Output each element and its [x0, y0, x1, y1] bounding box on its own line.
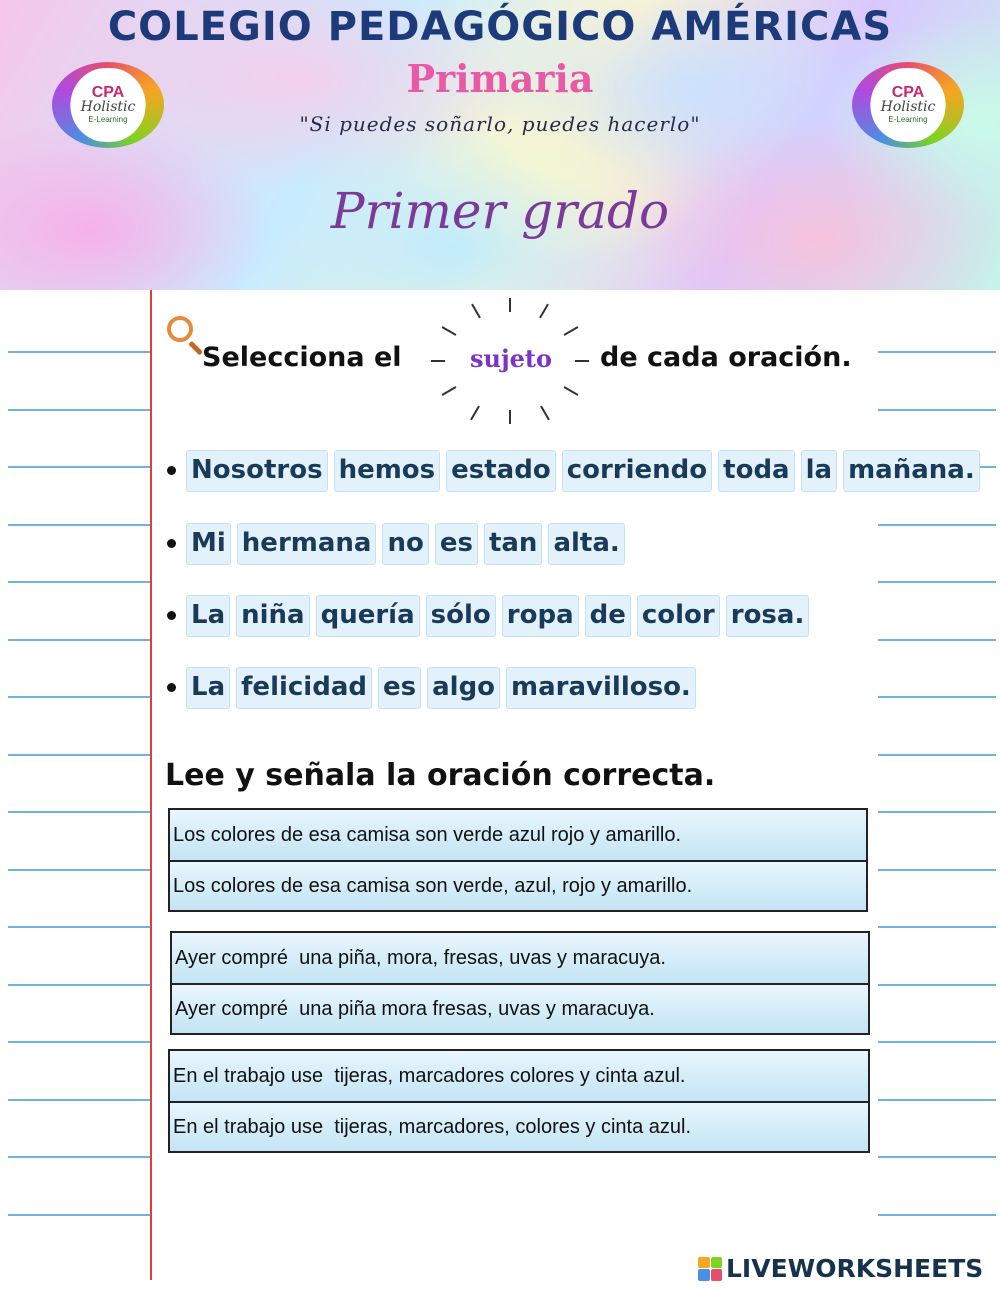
- logo-text-holistic: Holistic: [80, 99, 136, 115]
- word-token[interactable]: la: [801, 450, 837, 492]
- ruled-line: [8, 869, 150, 871]
- ruled-line: [8, 1041, 150, 1043]
- sparkle-ray: [509, 298, 511, 312]
- logo-text-cpa: CPA: [891, 84, 925, 101]
- sentence-2: [186, 523, 625, 565]
- word-token[interactable]: corriendo: [562, 450, 712, 492]
- logo-text-elearning: E-Learning: [888, 115, 928, 124]
- ruled-line: [878, 926, 996, 928]
- liveworksheets-brand: LIVEWORKSHEETS: [726, 1254, 984, 1283]
- word-token[interactable]: estado: [446, 450, 556, 492]
- option-group-2: [170, 931, 870, 1035]
- ruled-line: [878, 639, 996, 641]
- logo-text-cpa: CPA: [91, 84, 125, 101]
- ruled-line: [8, 466, 150, 468]
- word-token[interactable]: Nosotros: [186, 450, 328, 492]
- sparkle-ray: [509, 410, 511, 424]
- word-token[interactable]: mañana.: [843, 450, 980, 492]
- ruled-line: [878, 696, 996, 698]
- word-token[interactable]: rosa.: [726, 595, 810, 637]
- ruled-line: [8, 409, 150, 411]
- ruled-line: [878, 869, 996, 871]
- ruled-line: [8, 926, 150, 928]
- option-2a[interactable]: Ayer compré una piña, mora, fresas, uvas y maracuya.: [172, 933, 868, 983]
- word-token[interactable]: algo: [427, 667, 500, 709]
- school-logo-left: [52, 62, 164, 148]
- word-token[interactable]: felicidad: [236, 667, 372, 709]
- ruled-line: [878, 984, 996, 986]
- ruled-line: [878, 1041, 996, 1043]
- liveworksheets-logo: [698, 1254, 983, 1283]
- option-1b[interactable]: Los colores de esa camisa son verde, azul, rojo y amarillo.: [170, 860, 866, 910]
- word-token[interactable]: niña: [236, 595, 309, 637]
- ruled-line: [878, 351, 996, 353]
- word-token[interactable]: tan: [484, 523, 542, 565]
- liveworksheets-icon: [698, 1257, 722, 1281]
- word-token[interactable]: es: [378, 667, 421, 709]
- sentence-3: [186, 595, 809, 637]
- word-token[interactable]: hemos: [334, 450, 441, 492]
- ruled-line: [878, 1099, 996, 1101]
- ruled-line: [8, 754, 150, 756]
- word-token[interactable]: quería: [316, 595, 420, 637]
- word-token[interactable]: de: [585, 595, 631, 637]
- sentence-4: [186, 667, 696, 709]
- bullet-icon: [167, 683, 176, 692]
- option-group-3: [168, 1049, 870, 1153]
- word-token[interactable]: maravilloso.: [506, 667, 696, 709]
- sparkle-ray: [575, 360, 589, 362]
- sentence-1: [186, 450, 980, 492]
- ruled-line: [878, 754, 996, 756]
- logo-text-elearning: E-Learning: [88, 115, 128, 124]
- word-token[interactable]: Mi: [186, 523, 231, 565]
- section2-heading: Lee y señala la oración correcta.: [165, 758, 716, 793]
- ruled-line: [878, 524, 996, 526]
- magnifier-icon: [167, 316, 193, 342]
- logo-text-holistic: Holistic: [880, 99, 936, 115]
- school-level: Primaria: [406, 56, 594, 101]
- instruction-text-start: Selecciona el: [202, 342, 402, 373]
- ruled-line: [8, 696, 150, 698]
- option-1a[interactable]: Los colores de esa camisa son verde azul rojo y amarillo.: [170, 810, 866, 860]
- word-token[interactable]: alta.: [548, 523, 624, 565]
- option-3b[interactable]: En el trabajo use tijeras, marcadores, colores y cinta azul.: [170, 1101, 868, 1151]
- ruled-line: [8, 639, 150, 641]
- ruled-line: [8, 524, 150, 526]
- ruled-line: [8, 1214, 150, 1216]
- ruled-line: [878, 409, 996, 411]
- bullet-icon: [167, 466, 176, 475]
- ruled-line: [878, 811, 996, 813]
- word-token[interactable]: color: [637, 595, 720, 637]
- word-token[interactable]: La: [186, 667, 230, 709]
- option-2b[interactable]: Ayer compré una piña mora fresas, uvas y maracuya.: [172, 983, 868, 1033]
- bullet-icon: [167, 611, 176, 620]
- ruled-line: [878, 1214, 996, 1216]
- instruction-text-end: de cada oración.: [600, 342, 852, 373]
- school-motto: "Si puedes soñarlo, puedes hacerlo": [299, 112, 701, 136]
- instruction-keyword: sujeto: [470, 344, 553, 373]
- school-name: COLEGIO PEDAGÓGICO AMÉRICAS: [107, 4, 893, 50]
- sparkle-ray: [431, 360, 445, 362]
- header-banner: [0, 0, 1000, 290]
- option-3a[interactable]: En el trabajo use tijeras, marcadores colores y cinta azul.: [170, 1051, 868, 1101]
- ruled-line: [8, 811, 150, 813]
- word-token[interactable]: no: [382, 523, 428, 565]
- word-token[interactable]: ropa: [502, 595, 579, 637]
- word-token[interactable]: sólo: [426, 595, 496, 637]
- bullet-icon: [167, 539, 176, 548]
- ruled-line: [8, 984, 150, 986]
- margin-line: [150, 290, 152, 1280]
- word-token[interactable]: La: [186, 595, 230, 637]
- ruled-line: [8, 581, 150, 583]
- ruled-line: [8, 351, 150, 353]
- ruled-line: [8, 1099, 150, 1101]
- ruled-line: [8, 1156, 150, 1158]
- option-group-1: [168, 808, 868, 912]
- word-token[interactable]: es: [435, 523, 478, 565]
- word-token[interactable]: toda: [718, 450, 794, 492]
- ruled-line: [878, 1156, 996, 1158]
- school-logo-right: [852, 62, 964, 148]
- ruled-line: [878, 581, 996, 583]
- grade-title: Primer grado: [330, 182, 670, 240]
- word-token[interactable]: hermana: [237, 523, 377, 565]
